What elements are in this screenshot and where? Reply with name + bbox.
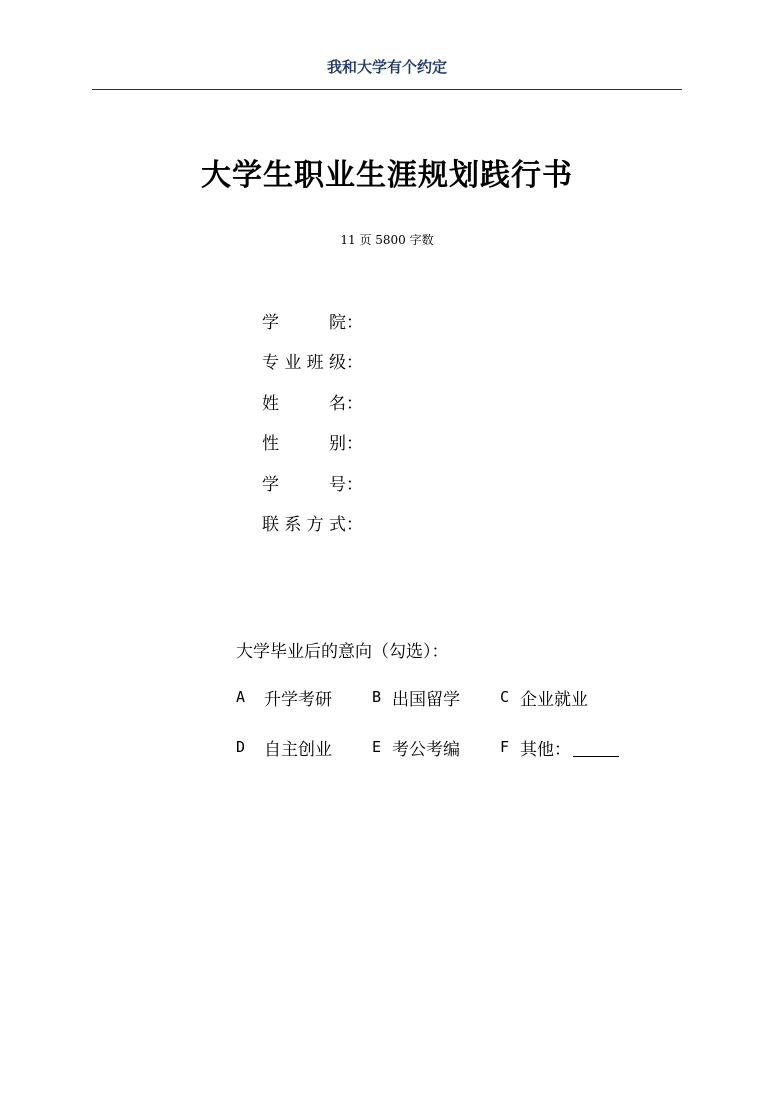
- option-label: 考公考编: [392, 739, 460, 760]
- field-contact: [262, 503, 364, 544]
- option-letter: C: [500, 688, 510, 706]
- field-colon: ：: [346, 312, 363, 333]
- field-student-id: [262, 462, 364, 503]
- running-header: 我和大学有个约定: [326, 58, 447, 76]
- field-colon: ：: [346, 434, 363, 455]
- field-label: 学 号: [262, 474, 346, 495]
- option-letter: D: [236, 738, 246, 756]
- field-college: [262, 300, 364, 341]
- field-colon: ：: [346, 353, 363, 374]
- field-label: 联 系 方 式: [262, 515, 346, 536]
- option-letter: B: [372, 688, 382, 706]
- field-gender: [262, 422, 364, 463]
- option-b[interactable]: [372, 685, 500, 710]
- field-label: 专 业 班 级: [262, 353, 346, 374]
- field-colon: ：: [346, 393, 363, 414]
- option-f[interactable]: [500, 735, 640, 760]
- option-e[interactable]: [372, 735, 500, 760]
- field-major-class: [262, 341, 364, 382]
- option-label: 自主创业: [264, 739, 332, 760]
- option-letter: A: [236, 688, 246, 706]
- field-colon: ：: [346, 474, 363, 495]
- option-letter: E: [372, 738, 382, 756]
- field-label: 性 别: [262, 434, 346, 455]
- header-divider: [92, 89, 682, 90]
- field-name: [262, 381, 364, 422]
- option-d[interactable]: [236, 735, 372, 760]
- document-title: 大学生职业生涯规划践行书: [201, 158, 573, 193]
- options-row-2: [236, 735, 640, 759]
- document-meta: 11 页 5800 字数: [340, 233, 434, 247]
- option-a[interactable]: [236, 685, 372, 710]
- intent-options: [236, 685, 640, 785]
- option-label: 企业就业: [520, 689, 588, 710]
- intent-question: 大学毕业后的意向（勾选）：: [236, 642, 449, 662]
- option-label: 其他：: [520, 739, 571, 760]
- personal-info-form: [262, 300, 364, 543]
- options-row-1: [236, 685, 640, 709]
- field-label: 学 院: [262, 312, 346, 333]
- option-letter: F: [500, 738, 510, 756]
- option-c[interactable]: [500, 685, 640, 710]
- field-label: 姓 名: [262, 393, 346, 414]
- field-colon: ：: [346, 515, 363, 536]
- option-label: 升学考研: [264, 689, 332, 710]
- option-label: 出国留学: [392, 689, 460, 710]
- other-blank-line[interactable]: [573, 738, 619, 757]
